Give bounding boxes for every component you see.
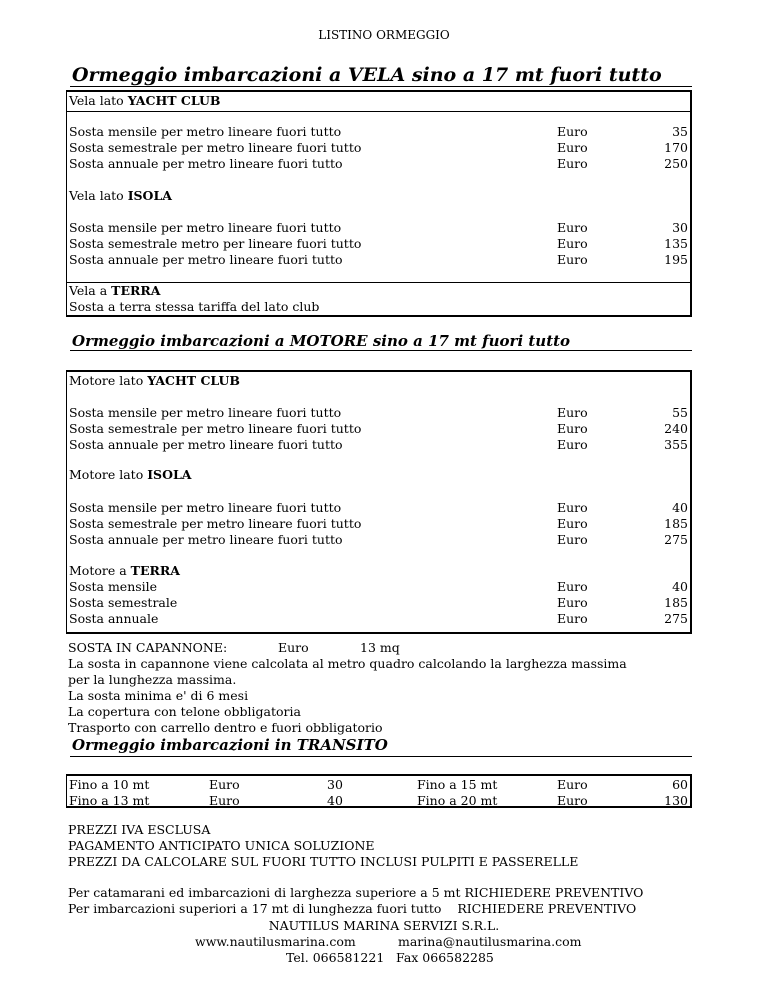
- transito-row-1-b-desc: Fino a 15 mt: [417, 777, 498, 792]
- label-bold: ISOLA: [147, 467, 192, 482]
- note-fuori-tutto: PREZZI DA CALCOLARE SUL FUORI TUTTO INCLUSI PULPITI E PASSERELLE: [68, 854, 579, 869]
- vela-title: [72, 64, 662, 86]
- motore-terra-row-3-val: 275: [664, 611, 688, 626]
- vela-isola-row-2-val: 135: [664, 236, 688, 251]
- transito-row-1-b-val: 60: [672, 777, 688, 792]
- label-bold: YACHT CLUB: [147, 373, 240, 388]
- motore-terra-row-1-val: 40: [672, 579, 688, 594]
- vela-isola-row-2-desc: Sosta semestrale metro per lineare fuori tutto: [69, 236, 362, 251]
- vela-title-rule: [70, 86, 692, 87]
- vela-yacht-row-3-val: 250: [664, 156, 688, 171]
- motore-terra-row-3-desc: Sosta annuale: [69, 611, 159, 626]
- page-header: LISTINO ORMEGGIO: [318, 28, 450, 42]
- vela-title-em: VELA: [347, 64, 406, 86]
- motore-yacht-row-1-desc: Sosta mensile per metro lineare fuori tutto: [69, 405, 342, 420]
- vela-yacht-row-1-cur: Euro: [557, 124, 588, 139]
- motore-isola-label: [69, 467, 191, 483]
- capannone-line-2: per la lunghezza massima.: [68, 672, 237, 687]
- motore-title-em: MOTORE: [289, 332, 368, 350]
- vela-terra-label: [69, 283, 160, 299]
- transito-title-pre: Ormeggio imbarcazioni in: [72, 736, 297, 754]
- transito-row-2-a-cur: Euro: [209, 793, 240, 808]
- label-pre: Motore lato: [69, 467, 148, 482]
- vela-yacht-row-2-desc: Sosta semestrale per metro lineare fuori tutto: [69, 140, 362, 155]
- label-bold: TERRA: [111, 283, 161, 298]
- motore-title-rule: [70, 350, 692, 351]
- motore-terra-row-1-desc: Sosta mensile: [69, 579, 158, 594]
- vela-isola-row-1-cur: Euro: [557, 220, 588, 235]
- vela-terra-note: Sosta a terra stessa tariffa del lato club: [69, 299, 320, 314]
- motore-yacht-row-2-val: 240: [664, 421, 688, 436]
- capannone-label: SOSTA IN CAPANNONE:: [68, 640, 228, 655]
- motore-title-pre: Ormeggio imbarcazioni a: [72, 332, 290, 350]
- label-pre: Vela lato: [69, 188, 128, 203]
- capannone-line-1: La sosta in capannone viene calcolata al metro quadro calcolando la larghezza massima: [68, 656, 627, 671]
- label-pre: Vela a: [69, 283, 112, 298]
- motore-yacht-label: [69, 373, 240, 389]
- transito-row-2-b-val: 130: [664, 793, 688, 808]
- label-pre: Motore lato: [69, 373, 148, 388]
- footer-tel: Tel. 066581221: [286, 950, 385, 965]
- footer-email-link[interactable]: marina@nautilusmarina.com: [398, 934, 582, 949]
- vela-isola-label: [69, 188, 172, 204]
- transito-table: [66, 774, 692, 808]
- preventivo-lunghezza: Per imbarcazioni superiori a 17 mt di lunghezza fuori tutto RICHIEDERE PREVENTIVO: [68, 901, 637, 916]
- vela-title-pre: Ormeggio imbarcazioni a: [72, 64, 348, 86]
- vela-isola-row-2-cur: Euro: [557, 236, 588, 251]
- vela-isola-row-3-desc: Sosta annuale per metro lineare fuori tutto: [69, 252, 343, 267]
- capannone-price: 13 mq: [360, 640, 400, 655]
- motore-isola-row-2-desc: Sosta semestrale per metro lineare fuori tutto: [69, 516, 362, 531]
- motore-terra-row-2-desc: Sosta semestrale: [69, 595, 178, 610]
- motore-yacht-row-3-val: 355: [664, 437, 688, 452]
- transito-row-1-a-val: 30: [327, 777, 343, 792]
- note-iva: PREZZI IVA ESCLUSA: [68, 822, 211, 837]
- motore-isola-row-2-cur: Euro: [557, 516, 588, 531]
- capannone-line-4: La copertura con telone obbligatoria: [68, 704, 301, 719]
- footer-web-link[interactable]: www.nautilusmarina.com: [195, 934, 356, 949]
- motore-yacht-row-1-val: 55: [672, 405, 688, 420]
- footer-fax: Fax 066582285: [396, 950, 494, 965]
- transito-row-1-b-cur: Euro: [557, 777, 588, 792]
- motore-terra-row-2-cur: Euro: [557, 595, 588, 610]
- vela-title-post: sino a 17 mt fuori tutto: [405, 64, 662, 86]
- inner-rule: [67, 111, 690, 112]
- motore-isola-row-1-desc: Sosta mensile per metro lineare fuori tutto: [69, 500, 342, 515]
- vela-yacht-row-2-val: 170: [664, 140, 688, 155]
- motore-terra-row-2-val: 185: [664, 595, 688, 610]
- motore-title: [72, 332, 570, 350]
- motore-yacht-row-2-cur: Euro: [557, 421, 588, 436]
- motore-terra-row-3-cur: Euro: [557, 611, 588, 626]
- label-bold: TERRA: [130, 563, 180, 578]
- transito-title-em: TRANSITO: [296, 736, 388, 754]
- transito-row-1-a-cur: Euro: [209, 777, 240, 792]
- vela-isola-row-1-val: 30: [672, 220, 688, 235]
- transito-row-2-b-cur: Euro: [557, 793, 588, 808]
- vela-yacht-label: [69, 93, 220, 109]
- transito-row-1-a-desc: Fino a 10 mt: [69, 777, 150, 792]
- capannone-currency: Euro: [278, 640, 309, 655]
- transito-title: [72, 736, 388, 754]
- motore-isola-row-3-val: 275: [664, 532, 688, 547]
- transito-row-2-a-desc: Fino a 13 mt: [69, 793, 150, 808]
- vela-yacht-row-3-cur: Euro: [557, 156, 588, 171]
- capannone-line-3: La sosta minima e' di 6 mesi: [68, 688, 249, 703]
- motore-terra-row-1-cur: Euro: [557, 579, 588, 594]
- label-pre: Motore a: [69, 563, 131, 578]
- motore-isola-row-3-desc: Sosta annuale per metro lineare fuori tutto: [69, 532, 343, 547]
- transito-row-2-b-desc: Fino a 20 mt: [417, 793, 498, 808]
- vela-yacht-row-1-desc: Sosta mensile per metro lineare fuori tutto: [69, 124, 342, 139]
- label-bold: YACHT CLUB: [127, 93, 221, 108]
- vela-isola-row-1-desc: Sosta mensile per metro lineare fuori tutto: [69, 220, 342, 235]
- vela-yacht-row-1-val: 35: [672, 124, 688, 139]
- label-pre: Vela lato: [69, 93, 128, 108]
- vela-yacht-row-3-desc: Sosta annuale per metro lineare fuori tutto: [69, 156, 343, 171]
- vela-yacht-row-2-cur: Euro: [557, 140, 588, 155]
- label-bold: ISOLA: [127, 188, 172, 203]
- note-pagamento: PAGAMENTO ANTICIPATO UNICA SOLUZIONE: [68, 838, 375, 853]
- motore-table: [66, 370, 692, 634]
- vela-table: [66, 90, 692, 317]
- transito-title-rule: [70, 756, 692, 757]
- motore-title-post: sino a 17 mt fuori tutto: [367, 332, 571, 350]
- vela-isola-row-3-val: 195: [664, 252, 688, 267]
- transito-row-2-a-val: 40: [327, 793, 343, 808]
- footer-company: NAUTILUS MARINA SERVIZI S.R.L.: [268, 918, 500, 933]
- capannone-line-5: Trasporto con carrello dentro e fuori obbligatorio: [68, 720, 383, 735]
- motore-yacht-row-2-desc: Sosta semestrale per metro lineare fuori tutto: [69, 421, 362, 436]
- motore-isola-row-3-cur: Euro: [557, 532, 588, 547]
- motore-yacht-row-3-desc: Sosta annuale per metro lineare fuori tutto: [69, 437, 343, 452]
- motore-yacht-row-1-cur: Euro: [557, 405, 588, 420]
- motore-isola-row-2-val: 185: [664, 516, 688, 531]
- motore-yacht-row-3-cur: Euro: [557, 437, 588, 452]
- motore-isola-row-1-cur: Euro: [557, 500, 588, 515]
- vela-isola-row-3-cur: Euro: [557, 252, 588, 267]
- preventivo-catamarani: Per catamarani ed imbarcazioni di larghezza superiore a 5 mt RICHIEDERE PREVENTIVO: [68, 885, 644, 900]
- motore-isola-row-1-val: 40: [672, 500, 688, 515]
- motore-terra-label: [69, 563, 180, 579]
